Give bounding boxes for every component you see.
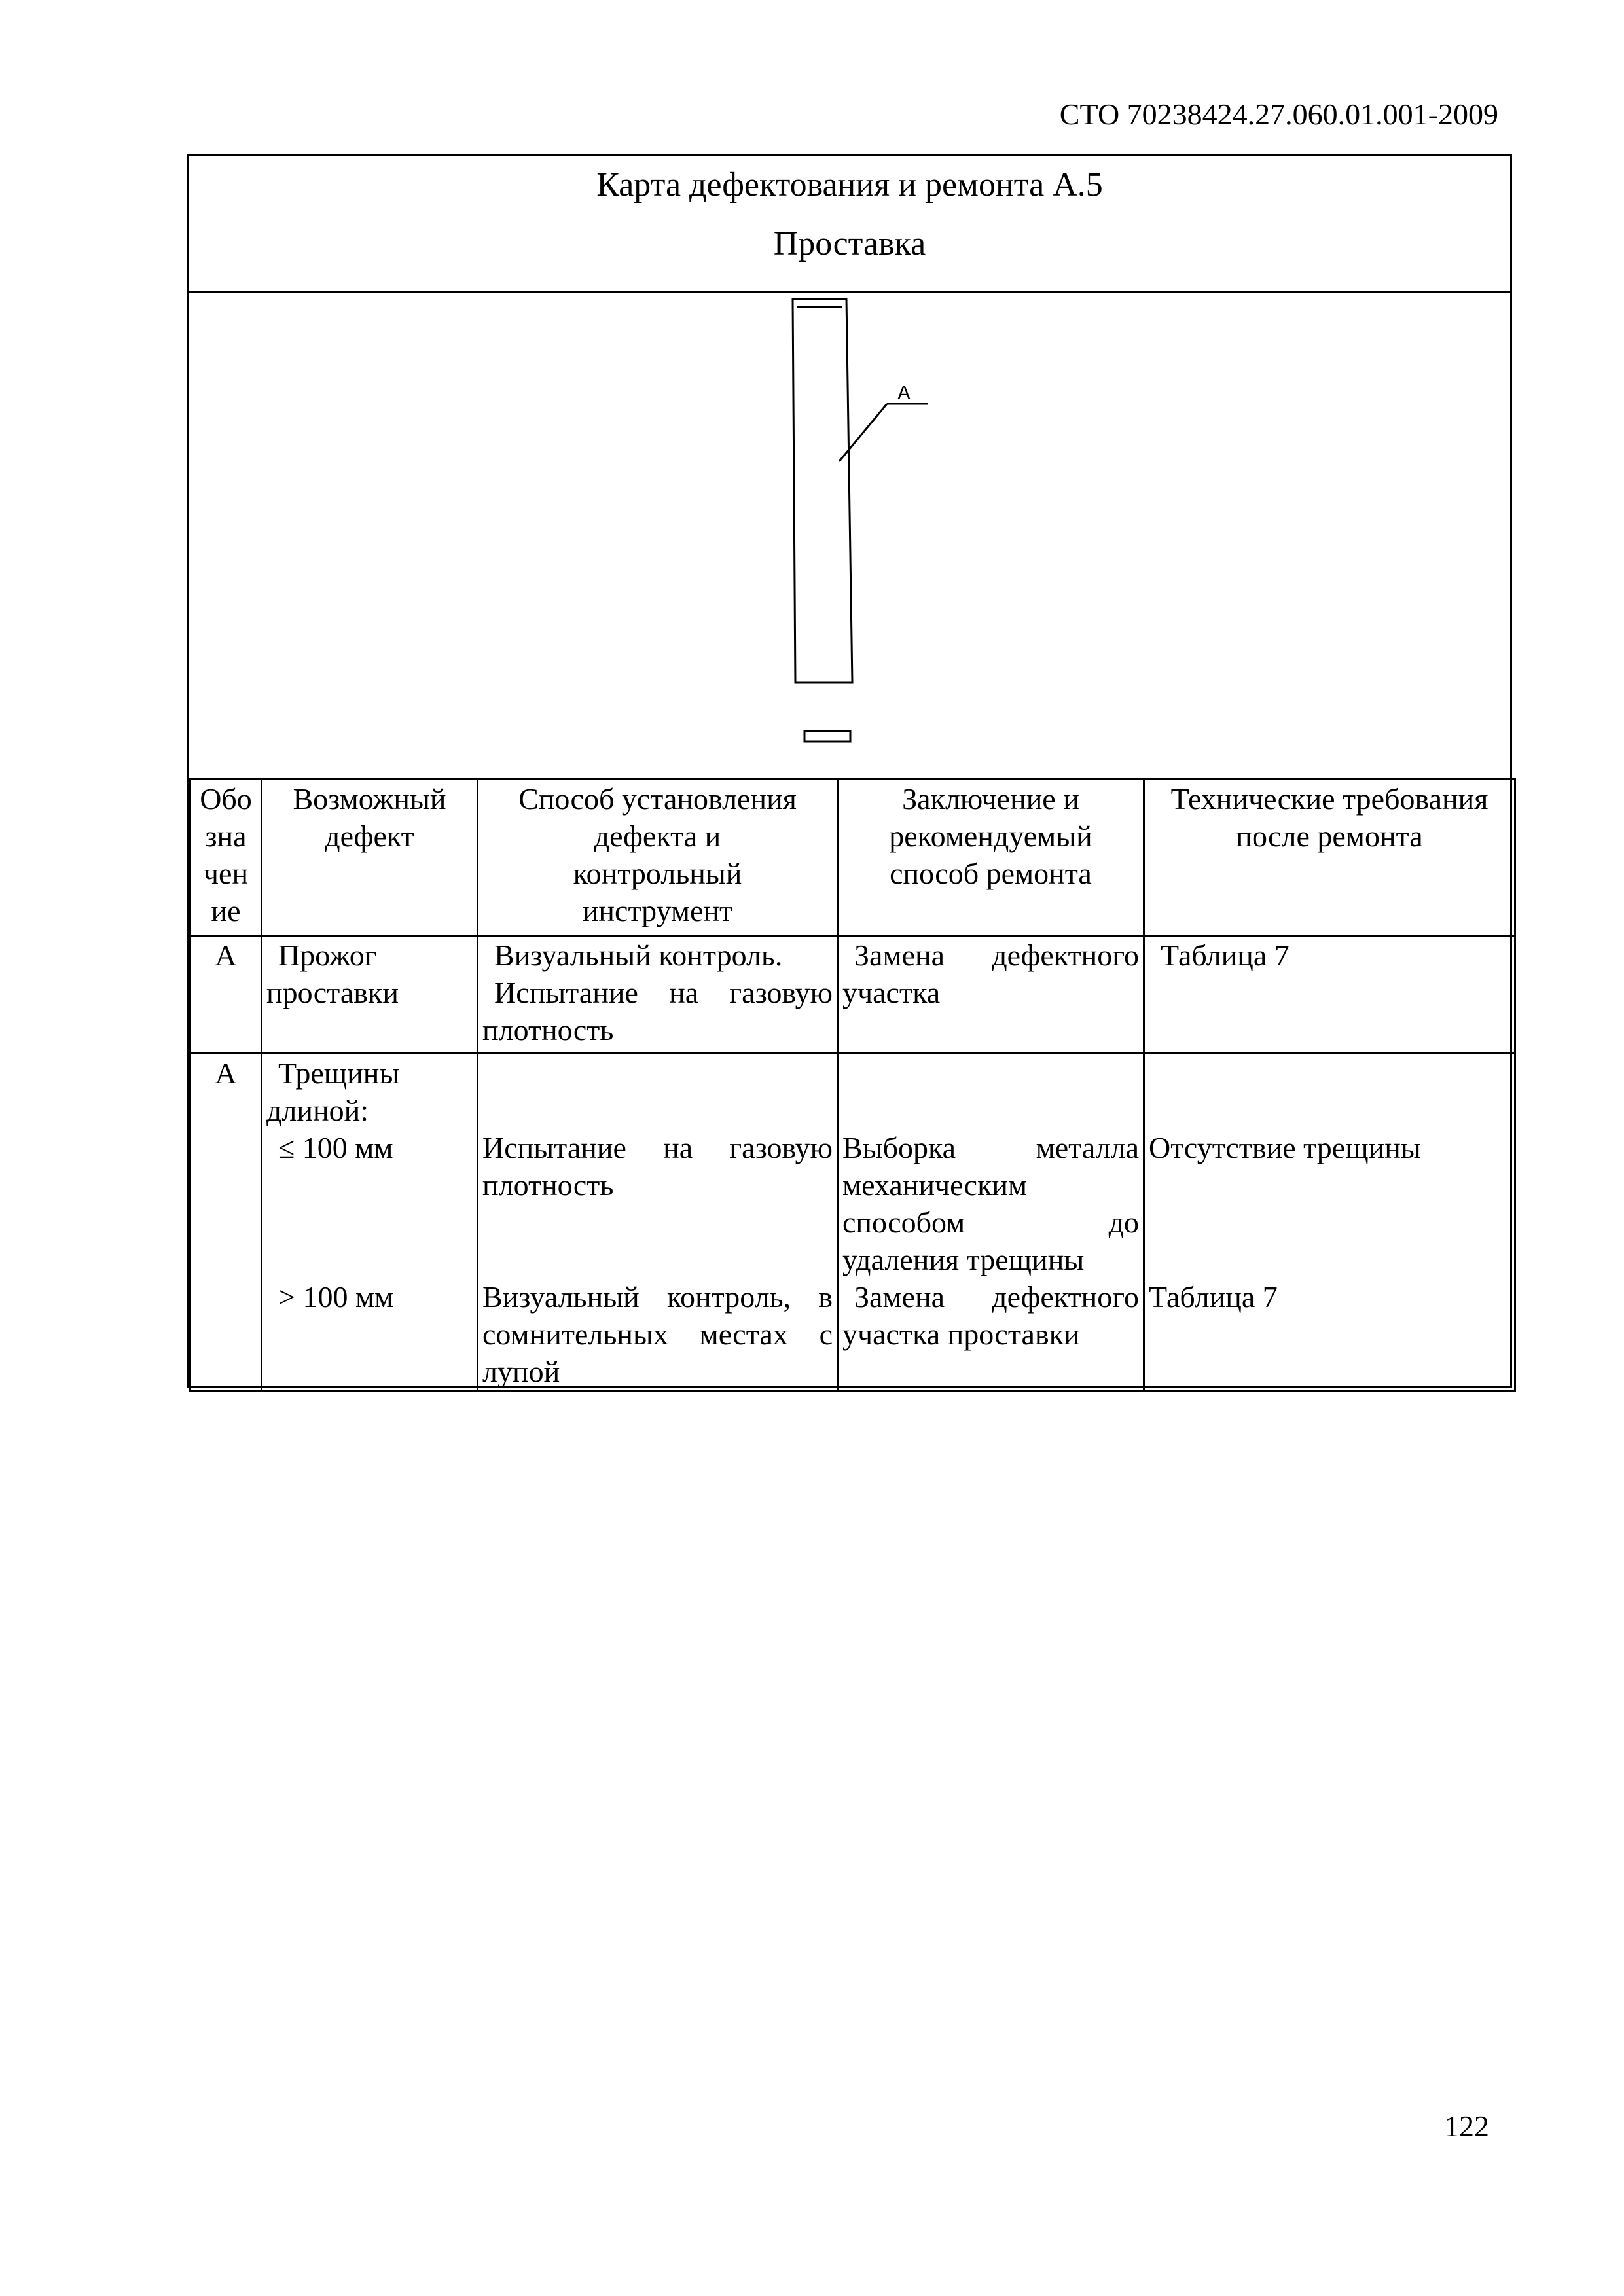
row2-conclusion: Выборка металла механическим способом до удаления трещины Замена дефектного участка проставки: [838, 1054, 1144, 1391]
callout-leader: [839, 404, 887, 461]
spacer-section: [804, 731, 850, 742]
card-subtitle: Проставка: [773, 225, 926, 262]
table-row: [190, 1054, 1515, 1391]
card-title: Карта дефектования и ремонта А.5: [596, 166, 1103, 204]
row1-conclusion: Замена дефектного участка: [838, 936, 1144, 1054]
table-header-row: [190, 780, 1515, 936]
row1-method: Визуальный контроль. Испытание на газовую плотность: [478, 936, 838, 1054]
spacer-outline: [793, 299, 852, 683]
document-code: СТО 70238424.27.060.01.001-2009: [1059, 98, 1498, 131]
row2-designation: А: [190, 1054, 262, 1391]
spacer-drawing: [189, 291, 1510, 778]
header-method: Способ установления дефекта и контрольный инструмент: [478, 780, 838, 936]
row2-method: Испытание на газовую плотность Визуальный контроль, в сомнительных местах с лупой: [478, 1054, 838, 1391]
row1-defect: Прожог проставки: [262, 936, 478, 1054]
part-drawing: [189, 291, 1510, 778]
table-row: [190, 936, 1515, 1054]
callout-label: А: [897, 382, 911, 403]
card-title-block: [189, 156, 1510, 293]
header-conclusion: Заключение и рекомендуемый способ ремонта: [838, 780, 1144, 936]
defect-repair-card: [187, 154, 1512, 1388]
row2-requirements: Отсутствие трещины Таблица 7: [1144, 1054, 1515, 1391]
header-requirements: Технические требования после ремонта: [1144, 780, 1515, 936]
header-designation: Обо зна чен ие: [190, 780, 262, 936]
header-defect: Возможный дефект: [262, 780, 478, 936]
page-number: 122: [1444, 2109, 1489, 2143]
row1-designation: А: [190, 936, 262, 1054]
defects-table: [189, 778, 1516, 1392]
row2-defect: Трещины длиной: ≤ 100 мм > 100 мм: [262, 1054, 478, 1391]
row1-requirements: Таблица 7: [1144, 936, 1515, 1054]
